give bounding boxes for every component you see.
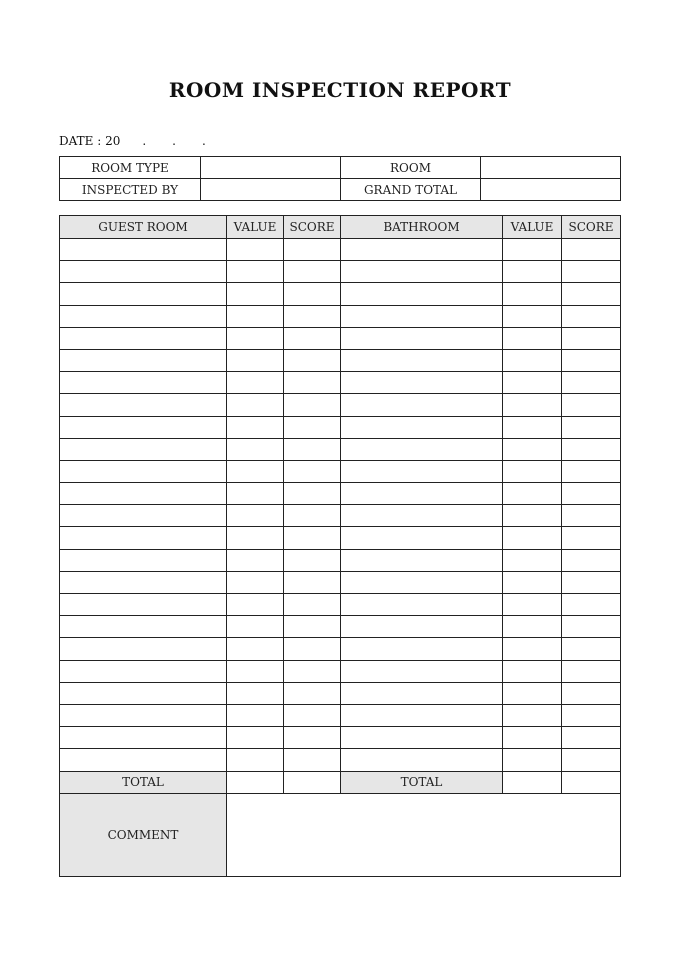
value-cell[interactable] <box>227 261 284 283</box>
value-cell[interactable] <box>227 416 284 438</box>
value-cell[interactable] <box>503 660 562 682</box>
guest-room-header: GUEST ROOM <box>60 216 227 239</box>
grand-total-label: GRAND TOTAL <box>341 179 481 201</box>
bathroom-cell[interactable] <box>341 416 503 438</box>
guest-room-cell[interactable] <box>60 394 227 416</box>
value-header: VALUE <box>227 216 284 239</box>
table-row <box>60 638 621 660</box>
comment-row <box>60 793 621 876</box>
score-cell[interactable] <box>562 549 621 571</box>
score-cell[interactable] <box>562 239 621 261</box>
bathroom-cell[interactable] <box>341 460 503 482</box>
bathroom-cell[interactable] <box>341 616 503 638</box>
date-dot: . <box>172 134 176 148</box>
date-label: DATE : 20 <box>59 134 121 148</box>
table-row <box>60 239 621 261</box>
guest-room-cell[interactable] <box>60 594 227 616</box>
value-cell[interactable] <box>503 549 562 571</box>
score-cell[interactable] <box>562 704 621 726</box>
value-cell[interactable] <box>503 372 562 394</box>
score-total-cell[interactable] <box>284 771 341 793</box>
guest-room-cell[interactable] <box>60 372 227 394</box>
bathroom-cell[interactable] <box>341 727 503 749</box>
table-row <box>60 261 621 283</box>
value-cell[interactable] <box>503 349 562 371</box>
score-cell[interactable] <box>284 616 341 638</box>
table-row <box>60 505 621 527</box>
bathroom-cell[interactable] <box>341 527 503 549</box>
value-cell[interactable] <box>227 549 284 571</box>
bathroom-cell[interactable] <box>341 261 503 283</box>
table-row <box>60 327 621 349</box>
bathroom-cell[interactable] <box>341 394 503 416</box>
table-row <box>60 438 621 460</box>
value-cell[interactable] <box>227 239 284 261</box>
guest-room-cell[interactable] <box>60 682 227 704</box>
score-cell[interactable] <box>562 505 621 527</box>
value-cell[interactable] <box>503 261 562 283</box>
table-row <box>60 349 621 371</box>
value-cell[interactable] <box>227 571 284 593</box>
bathroom-cell[interactable] <box>341 682 503 704</box>
value-cell[interactable] <box>227 727 284 749</box>
guest-room-cell[interactable] <box>60 416 227 438</box>
bathroom-cell[interactable] <box>341 594 503 616</box>
value-cell[interactable] <box>503 394 562 416</box>
score-cell[interactable] <box>562 416 621 438</box>
table-row <box>60 283 621 305</box>
value-cell[interactable] <box>503 239 562 261</box>
table-row <box>60 305 621 327</box>
score-cell[interactable] <box>284 594 341 616</box>
score-cell[interactable] <box>284 416 341 438</box>
table-row <box>60 727 621 749</box>
score-cell[interactable] <box>284 527 341 549</box>
bathroom-cell[interactable] <box>341 704 503 726</box>
score-cell[interactable] <box>284 239 341 261</box>
bathroom-cell[interactable] <box>341 327 503 349</box>
score-cell[interactable] <box>284 349 341 371</box>
score-cell[interactable] <box>284 749 341 771</box>
score-cell[interactable] <box>284 261 341 283</box>
value-cell[interactable] <box>227 483 284 505</box>
guest-room-cell[interactable] <box>60 438 227 460</box>
room-field[interactable] <box>481 157 621 179</box>
value-cell[interactable] <box>503 527 562 549</box>
score-cell[interactable] <box>562 527 621 549</box>
inspected-by-field[interactable] <box>201 179 341 201</box>
value-total-cell[interactable] <box>227 771 284 793</box>
table-row <box>60 394 621 416</box>
score-cell[interactable] <box>284 727 341 749</box>
guest-room-cell[interactable] <box>60 749 227 771</box>
score-cell[interactable] <box>562 616 621 638</box>
score-cell[interactable] <box>284 571 341 593</box>
comment-field[interactable] <box>227 793 621 876</box>
table-row <box>60 660 621 682</box>
value-cell[interactable] <box>503 594 562 616</box>
score-header: SCORE <box>562 216 621 239</box>
value-cell[interactable] <box>503 616 562 638</box>
value-cell[interactable] <box>503 416 562 438</box>
score-cell[interactable] <box>284 638 341 660</box>
bathroom-cell[interactable] <box>341 305 503 327</box>
value-cell[interactable] <box>503 749 562 771</box>
room-type-label: ROOM TYPE <box>60 157 201 179</box>
score-cell[interactable] <box>284 372 341 394</box>
total-label: TOTAL <box>341 771 503 793</box>
page-title: ROOM INSPECTION REPORT <box>168 78 512 102</box>
grand-total-field[interactable] <box>481 179 621 201</box>
score-cell[interactable] <box>284 660 341 682</box>
info-table <box>59 156 621 201</box>
guest-room-cell[interactable] <box>60 349 227 371</box>
score-cell[interactable] <box>284 327 341 349</box>
inspected-by-label: INSPECTED BY <box>60 179 201 201</box>
inspection-table <box>59 215 621 877</box>
guest-room-cell[interactable] <box>60 527 227 549</box>
score-cell[interactable] <box>562 749 621 771</box>
bathroom-cell[interactable] <box>341 372 503 394</box>
score-cell[interactable] <box>284 483 341 505</box>
score-cell[interactable] <box>562 460 621 482</box>
value-cell[interactable] <box>227 527 284 549</box>
value-cell[interactable] <box>503 638 562 660</box>
value-cell[interactable] <box>227 638 284 660</box>
value-cell[interactable] <box>503 571 562 593</box>
value-cell[interactable] <box>227 372 284 394</box>
table-row <box>60 460 621 482</box>
score-cell[interactable] <box>284 549 341 571</box>
score-cell[interactable] <box>562 372 621 394</box>
score-cell[interactable] <box>284 394 341 416</box>
value-cell[interactable] <box>227 349 284 371</box>
comment-label: COMMENT <box>60 793 227 876</box>
room-type-field[interactable] <box>201 157 341 179</box>
value-cell[interactable] <box>503 727 562 749</box>
guest-room-cell[interactable] <box>60 239 227 261</box>
table-row <box>60 704 621 726</box>
value-cell[interactable] <box>503 438 562 460</box>
bathroom-cell[interactable] <box>341 505 503 527</box>
score-cell[interactable] <box>284 460 341 482</box>
score-cell[interactable] <box>562 638 621 660</box>
guest-room-cell[interactable] <box>60 505 227 527</box>
value-cell[interactable] <box>227 660 284 682</box>
table-row <box>60 594 621 616</box>
bathroom-cell[interactable] <box>341 749 503 771</box>
room-label: ROOM <box>341 157 481 179</box>
bathroom-cell[interactable] <box>341 660 503 682</box>
score-cell[interactable] <box>562 283 621 305</box>
bathroom-cell[interactable] <box>341 483 503 505</box>
guest-room-cell[interactable] <box>60 704 227 726</box>
value-cell[interactable] <box>227 460 284 482</box>
value-cell[interactable] <box>227 327 284 349</box>
value-cell[interactable] <box>503 460 562 482</box>
value-cell[interactable] <box>227 594 284 616</box>
total-label: TOTAL <box>60 771 227 793</box>
value-cell[interactable] <box>227 682 284 704</box>
value-header: VALUE <box>503 216 562 239</box>
bathroom-cell[interactable] <box>341 239 503 261</box>
score-cell[interactable] <box>284 283 341 305</box>
score-header: SCORE <box>284 216 341 239</box>
table-row <box>60 483 621 505</box>
value-cell[interactable] <box>227 505 284 527</box>
date-line <box>59 134 206 148</box>
score-cell[interactable] <box>562 261 621 283</box>
score-total-cell[interactable] <box>562 771 621 793</box>
guest-room-cell[interactable] <box>60 460 227 482</box>
table-row <box>60 571 621 593</box>
table-row <box>60 682 621 704</box>
value-cell[interactable] <box>227 394 284 416</box>
guest-room-cell[interactable] <box>60 638 227 660</box>
table-row <box>60 527 621 549</box>
table-row <box>60 372 621 394</box>
date-dot: . <box>202 134 206 148</box>
score-cell[interactable] <box>562 438 621 460</box>
score-cell[interactable] <box>562 349 621 371</box>
value-cell[interactable] <box>227 749 284 771</box>
score-cell[interactable] <box>562 727 621 749</box>
value-cell[interactable] <box>503 704 562 726</box>
guest-room-cell[interactable] <box>60 327 227 349</box>
bathroom-cell[interactable] <box>341 349 503 371</box>
guest-room-cell[interactable] <box>60 616 227 638</box>
score-cell[interactable] <box>284 305 341 327</box>
score-cell[interactable] <box>562 305 621 327</box>
table-row <box>60 549 621 571</box>
value-cell[interactable] <box>227 305 284 327</box>
score-cell[interactable] <box>562 571 621 593</box>
guest-room-cell[interactable] <box>60 261 227 283</box>
bathroom-cell[interactable] <box>341 283 503 305</box>
guest-room-cell[interactable] <box>60 549 227 571</box>
value-cell[interactable] <box>503 483 562 505</box>
value-cell[interactable] <box>227 438 284 460</box>
score-cell[interactable] <box>284 682 341 704</box>
value-cell[interactable] <box>503 505 562 527</box>
bathroom-header: BATHROOM <box>341 216 503 239</box>
value-cell[interactable] <box>503 305 562 327</box>
value-cell[interactable] <box>227 283 284 305</box>
bathroom-cell[interactable] <box>341 638 503 660</box>
guest-room-cell[interactable] <box>60 305 227 327</box>
value-total-cell[interactable] <box>503 771 562 793</box>
score-cell[interactable] <box>562 394 621 416</box>
value-cell[interactable] <box>227 704 284 726</box>
score-cell[interactable] <box>562 594 621 616</box>
score-cell[interactable] <box>562 483 621 505</box>
date-dot: . <box>142 134 147 148</box>
guest-room-cell[interactable] <box>60 660 227 682</box>
guest-room-cell[interactable] <box>60 727 227 749</box>
bathroom-cell[interactable] <box>341 549 503 571</box>
value-cell[interactable] <box>503 283 562 305</box>
score-cell[interactable] <box>284 704 341 726</box>
score-cell[interactable] <box>284 438 341 460</box>
value-cell[interactable] <box>503 327 562 349</box>
score-cell[interactable] <box>284 505 341 527</box>
bathroom-cell[interactable] <box>341 438 503 460</box>
value-cell[interactable] <box>503 682 562 704</box>
guest-room-cell[interactable] <box>60 283 227 305</box>
bathroom-cell[interactable] <box>341 571 503 593</box>
score-cell[interactable] <box>562 682 621 704</box>
value-cell[interactable] <box>227 616 284 638</box>
table-row <box>60 616 621 638</box>
guest-room-cell[interactable] <box>60 483 227 505</box>
total-row <box>60 771 621 793</box>
table-row <box>60 749 621 771</box>
score-cell[interactable] <box>562 327 621 349</box>
score-cell[interactable] <box>562 660 621 682</box>
guest-room-cell[interactable] <box>60 571 227 593</box>
table-row <box>60 416 621 438</box>
